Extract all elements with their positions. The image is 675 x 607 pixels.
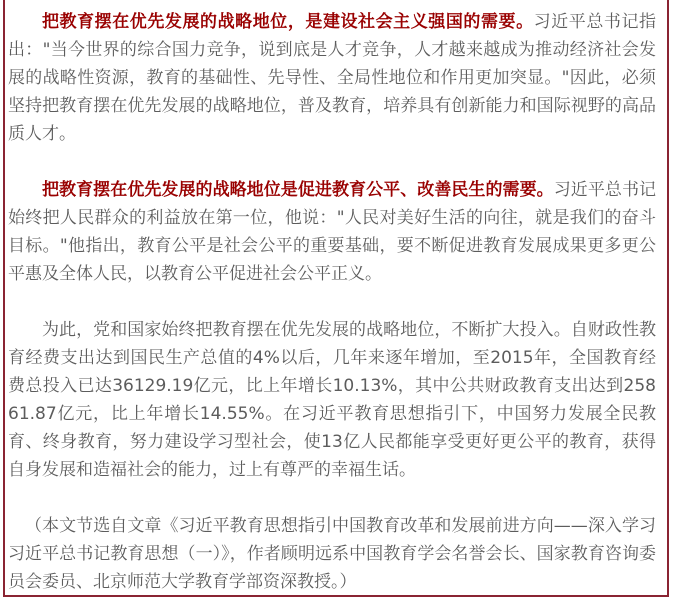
paragraph-1-lead-sentence: 把教育摆在优先发展的战略地位，是建设社会主义强国的需要。 bbox=[42, 12, 534, 32]
paragraph-investment-statistics bbox=[8, 316, 656, 484]
paragraph-1-body-text: 习近平总书记指出："当今世界的综合国力竞争，说到底是人才竞争，人才越来越成为推动经济社会发展的战略性资源，教育的基础性、先导性、全局性地位和作用更加突显。"因此，必须坚持把教育摆在优先发展的战略地位，普及教育，培养具有创新能力和国际视野的高品质人才。 bbox=[8, 12, 657, 144]
paragraph-strategic-position-strong-nation bbox=[8, 8, 656, 148]
paragraph-source-note bbox=[8, 512, 656, 596]
paragraph-2-lead-sentence: 把教育摆在优先发展的战略地位是促进教育公平、改善民生的需要。 bbox=[42, 180, 554, 200]
paragraph-education-equity-livelihood bbox=[8, 176, 656, 288]
paragraph-3-body-text: 为此，党和国家始终把教育摆在优先发展的战略地位，不断扩大投入。自财政性教育经费支出达到国民生产总值的4%以后，几年来逐年增加，至2015年，全国教育经费总投入已达36129.19亿元，比上年增长10.13%，其中公共财政教育支出达到25861.87亿元，比上年增长14.55%。在习近平教育思想指引下，中国努力发展全民教育、终身教育，努力建设学习型社会，使13亿人民都能享受更好更公平的教育，获得自身发展和造福社会的能力，过上有尊严的幸福生话。 bbox=[8, 320, 656, 480]
paragraph-2-body-text: 习近平总书记始终把人民群众的利益放在第一位，他说："人民对美好生活的向往，就是我们的奋斗目标。"他指出，教育公平是社会公平的重要基础，要不断促进教育发展成果更多更公平惠及全体人民，以教育公平促进社会公平正义。 bbox=[8, 180, 657, 284]
article-content bbox=[5, 0, 667, 596]
paragraph-4-body-text: （本文节选自文章《习近平教育思想指引中国教育改革和发展前进方向——深入学习习近平总书记教育思想（一）》，作者顾明远系中国教育学会名誉会长、国家教育咨询委员会委员、北京师范大学教育学部资深教授。） bbox=[8, 516, 656, 592]
article-frame bbox=[3, 0, 669, 597]
